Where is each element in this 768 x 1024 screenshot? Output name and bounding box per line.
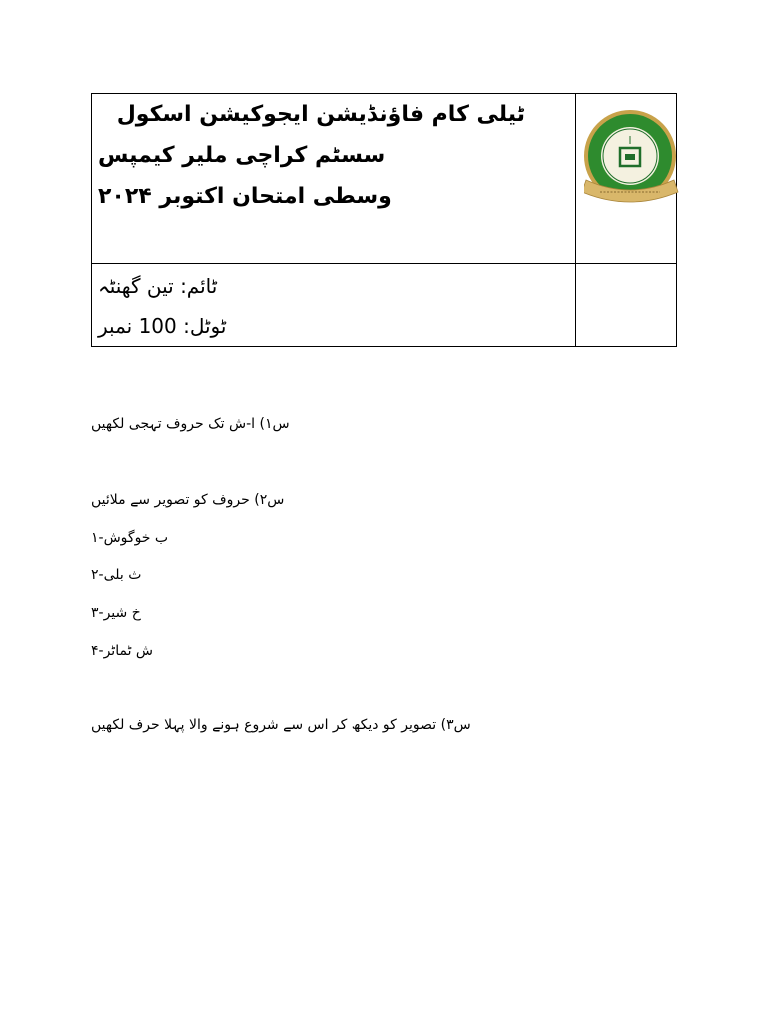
question-2-item-1: ب خوگوش-۱ xyxy=(91,530,169,546)
title-cell xyxy=(92,94,576,264)
title-line-1: ٹیلی کام فاؤنڈیشن ایجوکیشن اسکول xyxy=(116,102,525,127)
exam-time: ٹائم: تین گھنٹہ xyxy=(98,274,218,298)
question-2-item-3: خ شیر-۳ xyxy=(91,605,141,621)
school-title xyxy=(98,94,525,217)
header-table xyxy=(91,93,677,347)
info-cell xyxy=(92,264,576,347)
question-2: س۲) حروف کو تصویر سے ملائیں xyxy=(91,492,285,508)
question-1: س۱) ا-ش تک حروف تہجی لکھیں xyxy=(91,416,290,432)
empty-cell xyxy=(576,264,677,347)
question-2-item-2: ث بلی-۲ xyxy=(91,567,142,583)
title-line-2: سسٹم کراچی ملیر کیمپس xyxy=(98,143,386,168)
school-logo xyxy=(576,94,676,262)
school-logo-emblem-icon xyxy=(584,110,680,210)
logo-cell xyxy=(576,94,677,264)
exam-info xyxy=(92,264,575,346)
title-line-3: وسطی امتحان اکتوبر ۲۰۲۴ xyxy=(98,184,392,209)
exam-total-marks: ٹوٹل: 100 نمبر xyxy=(98,314,227,338)
question-2-item-4: ش ٹماٹر-۴ xyxy=(91,643,153,659)
question-3: س۳) تصویر کو دیکھ کر اس سے شروع ہونے والا پہلا حرف لکھیں xyxy=(91,717,471,733)
